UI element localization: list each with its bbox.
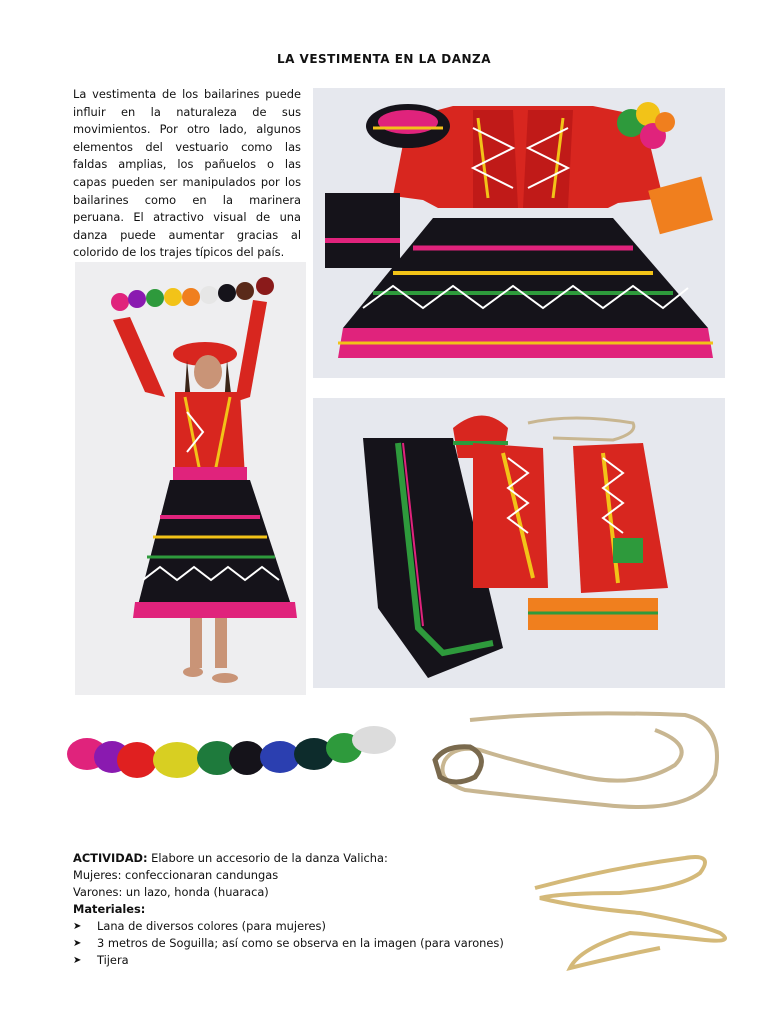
activity-instruction: Elabore un accesorio de la danza Valicha: bbox=[151, 851, 388, 865]
arrow-bullet-icon: ➤ bbox=[73, 921, 82, 932]
arrow-bullet-icon: ➤ bbox=[73, 938, 82, 949]
candunga-photo bbox=[62, 712, 407, 787]
arrow-bullet-icon: ➤ bbox=[73, 955, 82, 966]
rope-lasso-photo bbox=[425, 705, 725, 820]
materials-item: ➤ Lana de diversos colores (para mujeres) bbox=[73, 919, 326, 933]
page-title: LA VESTIMENTA EN LA DANZA bbox=[276, 52, 492, 66]
materials-item: ➤ Tijera bbox=[73, 953, 129, 967]
activity-line bbox=[73, 850, 513, 867]
women-line: Mujeres: confeccionaran candungas bbox=[73, 868, 279, 882]
mens-costume-photo bbox=[313, 398, 725, 688]
materials-list bbox=[73, 918, 513, 969]
rope-coil-photo bbox=[520, 838, 740, 990]
intro-paragraph: La vestimenta de los bailarines puede influir en la naturaleza de sus movimientos. Por otro lado, algunos elementos del vestuario como las faldas amplias, los pañuelos o las capas pueden ser manipulados por los bailarines como en la marinera peruana. El atractivo visual de una danza puede aumentar gracias al colorido de los trajes típicos del país. bbox=[73, 87, 301, 260]
materials-heading: Materiales: bbox=[73, 902, 146, 916]
womens-costume-photo bbox=[313, 88, 725, 378]
activity-section bbox=[73, 850, 513, 969]
men-line: Varones: un lazo, honda (huaraca) bbox=[73, 885, 269, 899]
materials-item: ➤ 3 metros de Soguilla; así como se observa en la imagen (para varones) bbox=[73, 936, 504, 950]
dancer-photo bbox=[75, 262, 306, 695]
activity-heading: ACTIVIDAD: bbox=[73, 851, 148, 865]
